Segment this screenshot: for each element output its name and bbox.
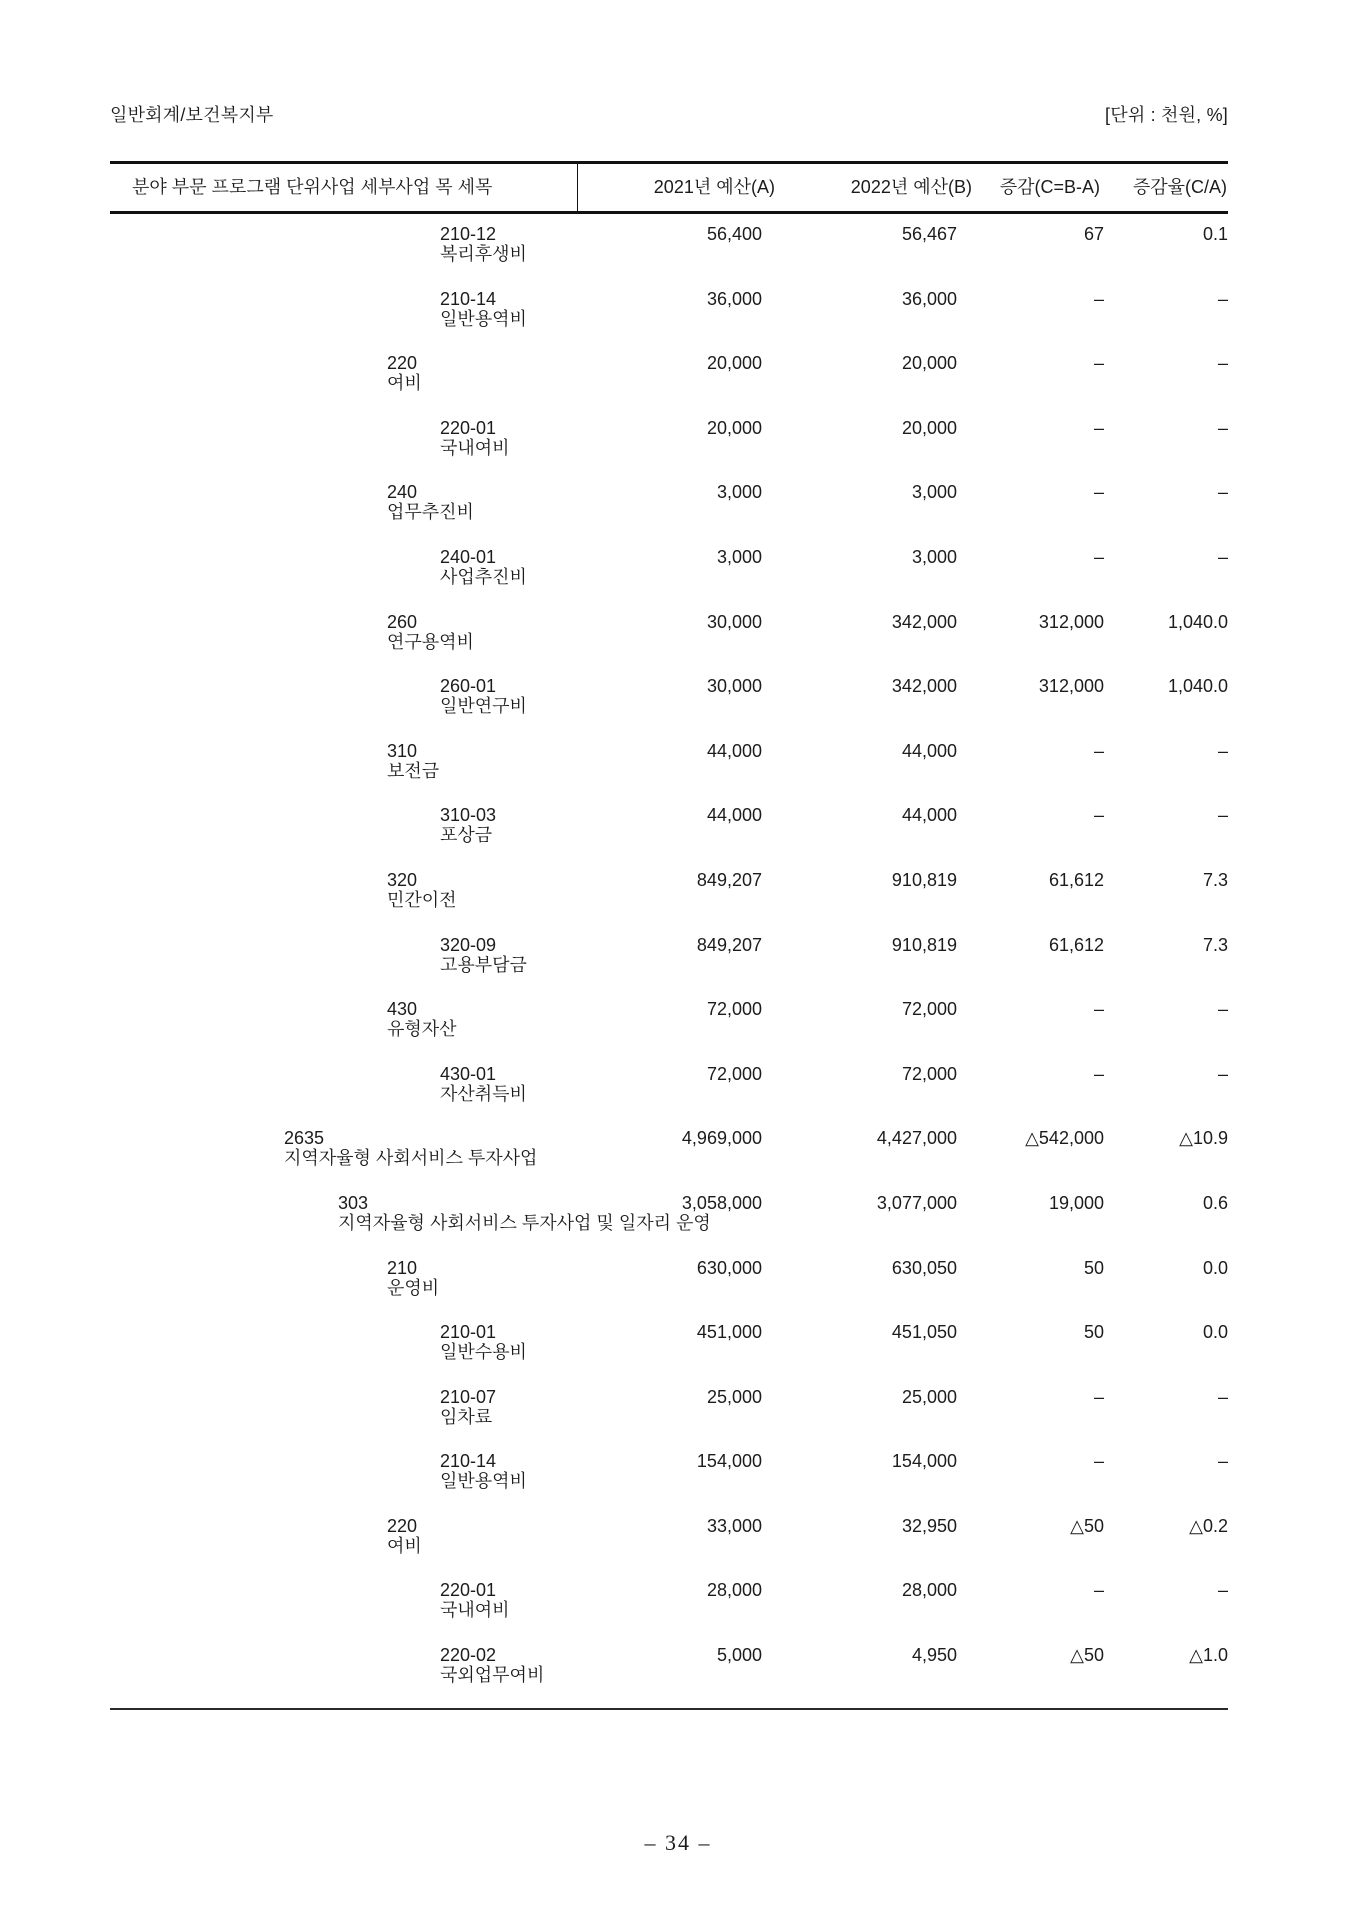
row-name: 민간이전 [387, 889, 457, 910]
cell-budget-2021: 20,000 [706, 353, 762, 374]
table-row [110, 731, 1228, 796]
cell-change: 19,000 [1048, 1192, 1104, 1213]
row-title [387, 1516, 422, 1556]
table-row [110, 795, 1228, 860]
cell-budget-2022: 4,427,000 [876, 1128, 957, 1149]
row-code: 303 [338, 1192, 369, 1213]
row-title [440, 805, 496, 845]
row-title [440, 547, 527, 587]
cell-budget-2022: 72,000 [901, 999, 957, 1020]
cell-budget-2021: 44,000 [706, 740, 762, 761]
cell-change: △50 [1070, 1515, 1104, 1536]
cell-change-rate: △1.0 [1189, 1645, 1228, 1666]
table-row [110, 925, 1228, 990]
cell-change-rate: – [1217, 546, 1228, 567]
row-name: 일반연구비 [440, 696, 527, 717]
row-name: 일반용역비 [440, 1471, 527, 1492]
header-change: 증감(C=B-A) [999, 177, 1100, 197]
row-name: 일반용역비 [440, 308, 527, 329]
row-code: 210-14 [440, 1451, 497, 1472]
row-name: 연구용역비 [387, 631, 474, 652]
header-budget-2021: 2021년 예산(A) [653, 177, 775, 197]
row-title [284, 1128, 537, 1168]
cell-change-rate: – [1217, 353, 1228, 374]
table-meta-row [110, 101, 1228, 127]
cell-budget-2021: 3,000 [716, 482, 762, 503]
cell-budget-2021: 3,000 [716, 546, 762, 567]
table-row [110, 279, 1228, 344]
cell-budget-2021: 44,000 [706, 805, 762, 826]
cell-change-rate: – [1217, 1063, 1228, 1084]
cell-budget-2022: 20,000 [901, 417, 957, 438]
cell-budget-2022: 56,467 [901, 224, 957, 244]
row-title [387, 741, 439, 781]
row-name: 고용부담금 [440, 954, 527, 975]
row-name: 보전금 [387, 760, 440, 781]
cell-change: △542,000 [1025, 1128, 1104, 1149]
cell-change-rate: △10.9 [1179, 1128, 1228, 1149]
row-title [440, 676, 527, 716]
cell-change-rate: – [1217, 288, 1228, 309]
table-row [110, 1441, 1228, 1506]
cell-change-rate: – [1217, 805, 1228, 826]
cell-budget-2022: 3,000 [911, 482, 957, 503]
row-title [387, 870, 457, 910]
header-hierarchy: 분야 부문 프로그램 단위사업 세부사업 목 세목 [132, 177, 493, 197]
cell-change-rate: 0.0 [1202, 1257, 1228, 1278]
cell-budget-2021: 36,000 [706, 288, 762, 309]
table-row [110, 214, 1228, 279]
cell-budget-2021: 28,000 [706, 1580, 762, 1601]
row-title [440, 1645, 544, 1685]
cell-change-rate: – [1217, 1386, 1228, 1407]
row-code: 320 [387, 869, 418, 890]
cell-change: – [1093, 417, 1104, 438]
row-code: 210-01 [440, 1322, 497, 1343]
table-row [110, 1183, 1228, 1248]
row-name: 국내여비 [440, 1600, 510, 1621]
cell-change-rate: △0.2 [1189, 1515, 1228, 1536]
row-code: 220-01 [440, 1580, 497, 1601]
cell-budget-2022: 32,950 [901, 1515, 957, 1536]
row-code: 430-01 [440, 1063, 497, 1084]
row-name: 임차료 [440, 1406, 493, 1427]
cell-budget-2021: 72,000 [706, 999, 762, 1020]
row-code: 2635 [284, 1128, 325, 1149]
row-title [440, 418, 510, 458]
cell-change-rate: 0.0 [1202, 1322, 1228, 1343]
header-change-rate: 증감율(C/A) [1132, 177, 1227, 197]
cell-change-rate: 7.3 [1202, 934, 1228, 955]
row-title [440, 1451, 527, 1491]
cell-budget-2022: 342,000 [891, 676, 957, 697]
row-code: 240 [387, 482, 418, 503]
row-code: 260-01 [440, 676, 497, 697]
cell-budget-2022: 451,050 [891, 1322, 957, 1343]
table-row [110, 1570, 1228, 1635]
row-title [338, 1193, 711, 1233]
cell-change: – [1093, 482, 1104, 503]
budget-table [110, 161, 1228, 1700]
cell-change: – [1093, 1451, 1104, 1472]
cell-change: 50 [1083, 1322, 1104, 1343]
cell-budget-2022: 154,000 [891, 1451, 957, 1472]
row-code: 220 [387, 353, 418, 374]
cell-budget-2021: 630,000 [696, 1257, 762, 1278]
row-code: 310 [387, 740, 418, 761]
cell-change: – [1093, 1580, 1104, 1601]
table-row [110, 989, 1228, 1054]
row-name: 복리후생비 [440, 244, 527, 264]
row-name: 업무추진비 [387, 502, 474, 523]
row-title [440, 1580, 510, 1620]
row-title [387, 482, 474, 522]
header-column-divider [577, 164, 578, 214]
cell-budget-2022: 910,819 [891, 934, 957, 955]
cell-budget-2022: 36,000 [901, 288, 957, 309]
cell-change: – [1093, 288, 1104, 309]
cell-budget-2021: 56,400 [706, 224, 762, 244]
cell-budget-2021: 5,000 [716, 1645, 762, 1666]
cell-change-rate: – [1217, 1451, 1228, 1472]
row-title [440, 224, 527, 264]
cell-change: – [1093, 805, 1104, 826]
cell-budget-2021: 4,969,000 [681, 1128, 762, 1149]
cell-change-rate: 0.6 [1202, 1192, 1228, 1213]
row-name: 일반수용비 [440, 1342, 527, 1363]
row-code: 210 [387, 1257, 418, 1278]
row-name: 사업추진비 [440, 566, 527, 587]
cell-budget-2022: 20,000 [901, 353, 957, 374]
table-body [110, 214, 1228, 1700]
cell-change: 50 [1083, 1257, 1104, 1278]
row-title [387, 612, 474, 652]
row-name: 포상금 [440, 825, 493, 846]
row-title [387, 999, 457, 1039]
cell-budget-2021: 451,000 [696, 1322, 762, 1343]
row-code: 260 [387, 611, 418, 632]
table-header-row [110, 164, 1228, 214]
cell-change: – [1093, 1063, 1104, 1084]
row-code: 220-01 [440, 417, 497, 438]
cell-change: – [1093, 999, 1104, 1020]
cell-change-rate: 7.3 [1202, 869, 1228, 890]
cell-change: 61,612 [1048, 869, 1104, 890]
row-code: 310-03 [440, 805, 497, 826]
row-title [440, 1322, 527, 1362]
cell-budget-2022: 25,000 [901, 1386, 957, 1407]
cell-budget-2021: 72,000 [706, 1063, 762, 1084]
cell-change-rate: – [1217, 417, 1228, 438]
cell-change-rate: – [1217, 1580, 1228, 1601]
cell-budget-2021: 849,207 [696, 934, 762, 955]
row-title [440, 289, 527, 329]
row-title [440, 935, 527, 975]
cell-budget-2021: 849,207 [696, 869, 762, 890]
row-code: 430 [387, 999, 418, 1020]
row-name: 자산취득비 [440, 1083, 527, 1104]
cell-change: 312,000 [1038, 611, 1104, 632]
cell-budget-2022: 910,819 [891, 869, 957, 890]
cell-budget-2022: 44,000 [901, 740, 957, 761]
cell-budget-2021: 30,000 [706, 676, 762, 697]
account-type-label: 일반회계/보건복지부 [110, 105, 274, 125]
row-code: 210-14 [440, 288, 497, 309]
cell-budget-2021: 33,000 [706, 1515, 762, 1536]
cell-change-rate: – [1217, 740, 1228, 761]
cell-budget-2021: 154,000 [696, 1451, 762, 1472]
cell-change-rate: 0.1 [1202, 224, 1228, 244]
table-bottom-rule [110, 1708, 1228, 1710]
cell-change-rate: – [1217, 999, 1228, 1020]
cell-change: – [1093, 740, 1104, 761]
table-row [110, 602, 1228, 667]
row-name: 지역자율형 사회서비스 투자사업 [284, 1148, 538, 1169]
row-code: 210-07 [440, 1386, 497, 1407]
cell-budget-2022: 72,000 [901, 1063, 957, 1084]
row-code: 210-12 [440, 224, 497, 244]
row-title [440, 1387, 496, 1427]
cell-change: – [1093, 353, 1104, 374]
cell-change: 312,000 [1038, 676, 1104, 697]
cell-budget-2022: 342,000 [891, 611, 957, 632]
cell-budget-2021: 20,000 [706, 417, 762, 438]
table-row [110, 1118, 1228, 1183]
cell-budget-2021: 3,058,000 [681, 1192, 762, 1213]
unit-label: [단위 : 천원, %] [1105, 105, 1228, 125]
cell-budget-2022: 4,950 [911, 1645, 957, 1666]
table-row [110, 343, 1228, 408]
table-row [110, 1054, 1228, 1119]
cell-budget-2022: 630,050 [891, 1257, 957, 1278]
cell-change-rate: – [1217, 482, 1228, 503]
cell-budget-2021: 25,000 [706, 1386, 762, 1407]
table-row [110, 1248, 1228, 1313]
row-code: 320-09 [440, 934, 497, 955]
table-row [110, 537, 1228, 602]
cell-change-rate: 1,040.0 [1167, 611, 1228, 632]
cell-change: – [1093, 546, 1104, 567]
table-row [110, 860, 1228, 925]
row-name: 운영비 [387, 1277, 440, 1298]
table-row [110, 472, 1228, 537]
row-title [387, 1258, 439, 1298]
row-name: 유형자산 [387, 1019, 457, 1040]
row-name: 지역자율형 사회서비스 투자사업 및 일자리 운영 [338, 1212, 711, 1233]
row-title [387, 353, 422, 393]
row-name: 국내여비 [440, 437, 510, 458]
cell-change: △50 [1070, 1645, 1104, 1666]
table-row [110, 1506, 1228, 1571]
table-row [110, 1312, 1228, 1377]
cell-change: 67 [1083, 224, 1104, 244]
row-title [440, 1064, 527, 1104]
cell-change-rate: 1,040.0 [1167, 676, 1228, 697]
cell-budget-2022: 3,000 [911, 546, 957, 567]
cell-change: 61,612 [1048, 934, 1104, 955]
cell-budget-2022: 3,077,000 [876, 1192, 957, 1213]
table-row [110, 1377, 1228, 1442]
row-code: 220 [387, 1515, 418, 1536]
row-name: 여비 [387, 1535, 422, 1556]
row-code: 220-02 [440, 1645, 497, 1666]
table-row [110, 666, 1228, 731]
page-number: – 34 – [644, 1830, 712, 1855]
header-budget-2022: 2022년 예산(B) [850, 177, 972, 197]
row-name: 국외업무여비 [440, 1665, 545, 1686]
cell-change: – [1093, 1386, 1104, 1407]
row-code: 240-01 [440, 546, 497, 567]
cell-budget-2022: 28,000 [901, 1580, 957, 1601]
cell-budget-2021: 30,000 [706, 611, 762, 632]
cell-budget-2022: 44,000 [901, 805, 957, 826]
row-name: 여비 [387, 373, 422, 394]
table-row [110, 408, 1228, 473]
table-row [110, 1635, 1228, 1700]
